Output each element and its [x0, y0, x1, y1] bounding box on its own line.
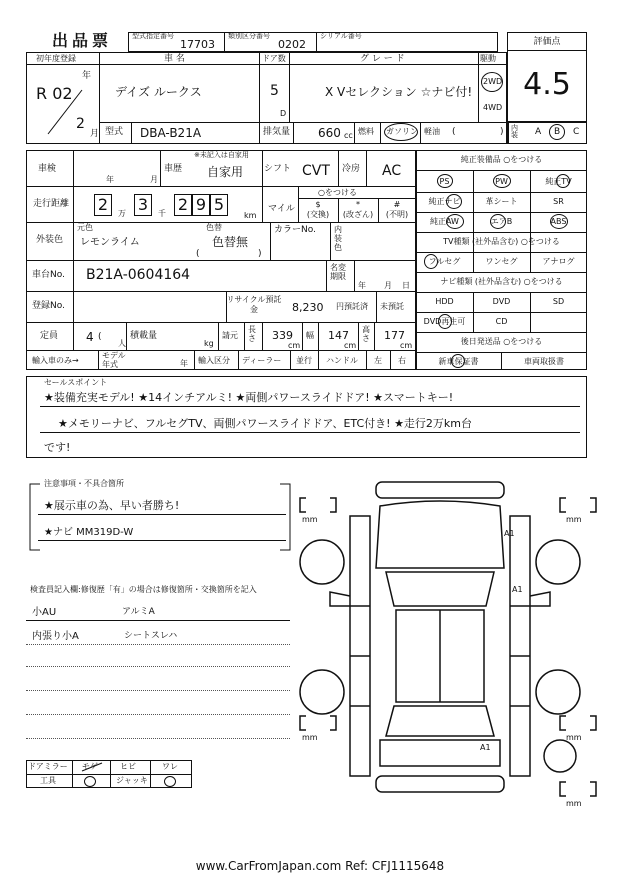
exchange-sub: (交換) — [306, 210, 330, 219]
tampered-label: * — [356, 200, 360, 209]
doors-sub: D — [280, 109, 287, 118]
interior-c: C — [573, 127, 580, 137]
inspection-month-unit: 月 — [150, 175, 158, 184]
height-value: 177 — [384, 329, 405, 342]
displacement-value: 660 — [318, 126, 341, 140]
mileage-digit-2: 3 — [137, 195, 149, 214]
doors-label: ドア数 — [262, 54, 286, 63]
legend-jack: ジャッキ — [116, 776, 148, 785]
category-value: 0202 — [278, 38, 306, 51]
recycle-status: 円預託済 — [336, 302, 368, 311]
notes-label: 注意事項・不具合箇所 — [44, 479, 124, 488]
shift-label: シフト — [264, 164, 292, 174]
year-unit: 年 — [82, 71, 92, 81]
category-label: 類別区分番号 — [228, 32, 270, 40]
damage-a1-rear: A1 — [480, 743, 491, 752]
shift-value: CVT — [302, 163, 330, 179]
first-reg-month: 2 — [76, 116, 85, 132]
history-label: 車歴 — [164, 164, 183, 174]
import-dealer: ディーラー — [242, 356, 282, 365]
mm-label-fl: mm — [302, 515, 318, 524]
chassis-label: 車台No. — [32, 270, 65, 280]
sales-line-1: ★装備充実モデル! ★14インチアルミ! ★両側パワースライドドア! ★スマートキー! — [44, 391, 454, 404]
navi-dvd-play: DVD再生可 — [423, 317, 466, 326]
import-label: 輸入車のみ→ — [32, 356, 79, 365]
original-color: レモンライム — [80, 237, 140, 248]
interior-b: B — [554, 127, 561, 137]
recycle-value: 8,230 — [292, 301, 324, 314]
equipment-title: 純正装備品 ○をつける — [460, 155, 543, 164]
inspector-2b: シートスレハ — [124, 631, 178, 641]
width-value: 147 — [328, 329, 349, 342]
mileage-unit-sen: 千 — [158, 209, 166, 218]
navi-hdd: HDD — [435, 297, 454, 306]
length-value: 339 — [272, 329, 293, 342]
exterior-color-label: 外装色 — [36, 235, 64, 245]
model-type-value: DBA-B21A — [140, 126, 202, 140]
docs-warranty: 新車保証書 — [438, 357, 479, 366]
notes-bracket — [26, 478, 294, 554]
mileage-digit-4: 9 — [195, 195, 207, 214]
import-parallel: 並行 — [296, 356, 312, 365]
inspector-1b: アルミA — [122, 607, 155, 617]
legend-tools: 工具 — [40, 776, 56, 785]
docs-title: 後日発送品 ○をつける — [460, 337, 543, 346]
sales-label: セールスポイント — [44, 378, 108, 387]
legend-mirror: ドアミラー — [28, 762, 68, 771]
height-label: 高さ — [362, 325, 370, 343]
mm-label-spare: mm — [566, 799, 582, 808]
color-change-label: 色替 — [206, 223, 222, 232]
equip-abs: ABS — [550, 217, 567, 226]
color-no-label: カラーNo. — [274, 225, 316, 235]
mile-label: マイル — [268, 204, 295, 214]
model-code-label: 型式指定番号 — [132, 32, 174, 40]
drive-2wd: 2WD — [483, 77, 503, 86]
serial-label: シリアル番号 — [320, 32, 362, 40]
drive-label: 駆動 — [480, 54, 496, 63]
fuel-gas: ガソリン — [386, 127, 418, 136]
legend-break: ワレ — [162, 762, 178, 771]
damage-a1-front-right: A1 — [504, 529, 515, 538]
legend-crack: ヒビ — [120, 762, 136, 771]
equip-navi: 純正ナビ — [428, 197, 461, 206]
capacity-value: 4 — [86, 330, 94, 344]
inspection-label: 車検 — [38, 164, 57, 174]
equip-aw: 純正AW — [430, 217, 459, 226]
equip-airbag: エアB — [490, 217, 513, 226]
legend-jack-mark — [164, 776, 176, 787]
first-reg-label: 初年度登録 — [36, 54, 76, 63]
docs-manual: 車両取扱書 — [524, 357, 564, 366]
legend-tools-mark — [84, 776, 96, 787]
sales-line-3: です! — [44, 441, 71, 454]
rating-value: 4.5 — [523, 67, 571, 102]
name-change-label: 名変期限 — [330, 263, 346, 281]
inspection-year-unit: 年 — [106, 175, 114, 184]
displacement-label: 排気量 — [263, 127, 291, 137]
recycle-unpaid: 未預託 — [380, 302, 404, 311]
notes-line-1: ★展示車の為、早い者勝ち! — [44, 499, 180, 512]
equip-leather: 革シート — [485, 197, 518, 206]
equip-tv: 純正TV — [545, 177, 572, 186]
unknown-sub: (不明) — [385, 210, 409, 219]
interior-label: 内装 — [511, 124, 518, 139]
capacity-label: 定員 — [40, 331, 59, 341]
footer-watermark: www.CarFromJapan.com Ref: CFJ1115648 — [195, 859, 445, 873]
mileage-unit-man: 万 — [118, 209, 126, 218]
import-category-label: 輸入区分 — [198, 356, 230, 365]
doors-value: 5 — [270, 83, 279, 99]
width-label: 幅 — [306, 331, 314, 340]
mm-label-rr: mm — [566, 733, 582, 742]
navi-title: ナビ種類 (社外品含む) ○をつける — [440, 277, 563, 286]
mm-label-rl: mm — [302, 733, 318, 742]
mm-label-fr: mm — [566, 515, 582, 524]
car-name-label: 車 名 — [164, 54, 185, 64]
navi-sd: SD — [552, 297, 565, 306]
inspector-1a: 小AU — [32, 607, 57, 618]
tv-title: TV種類 (社外品含む) ○をつける — [443, 237, 560, 246]
chassis-value: B21A-0604164 — [86, 267, 191, 283]
mileage-label: 走行距離 — [33, 199, 70, 209]
interior-color-label: 内装色 — [334, 225, 342, 252]
sales-line-2: ★メモリーナビ、フルセグTV、両側パワースライドドア、ETC付き! ★走行2万km台 — [58, 417, 473, 430]
model-year-label: モデル年式 — [102, 351, 126, 369]
load-label: 積載量 — [130, 331, 158, 341]
month-unit: 月 — [90, 129, 100, 139]
model-code-value: 17703 — [180, 38, 215, 51]
mileage-unit-km: km — [244, 211, 257, 220]
tv-fullseg: フルセグ — [428, 257, 461, 266]
handle-label: ハンドル — [326, 356, 358, 365]
history-note: ※未記入は自家用 — [194, 151, 249, 159]
original-color-label: 元色 — [77, 223, 93, 232]
sheet-title: 出品票 — [52, 31, 113, 50]
inspector-label: 検査員記入欄:修復歴「有」の場合は修復箇所・交換箇所を記入 — [30, 585, 257, 594]
car-damage-diagram — [290, 476, 600, 806]
length-label: 長さ — [248, 325, 256, 343]
notes-line-2: ★ナビ MM319D-W — [44, 527, 134, 538]
ac-label: 冷房 — [342, 164, 361, 174]
drive-4wd: 4WD — [483, 103, 503, 112]
equip-sr: SR — [553, 197, 564, 206]
equip-pw: PW — [495, 177, 508, 186]
first-reg-year: R 02 — [36, 84, 73, 103]
unknown-label: # — [393, 200, 401, 209]
handle-right: 右 — [398, 356, 406, 365]
recycle-label: リサイクル預託金 — [226, 295, 282, 314]
model-type-label: 型式 — [105, 127, 124, 137]
car-name: デイズ ルークス — [115, 85, 202, 99]
equip-ps: PS — [439, 177, 450, 186]
registration-label: 登録No. — [32, 301, 65, 311]
navi-cd: CD — [495, 317, 508, 326]
mileage-circle-note: ○をつける — [318, 188, 357, 197]
history-value: 自家用 — [207, 165, 244, 179]
handle-left: 左 — [374, 356, 382, 365]
inspector-2a: 内張り小A — [32, 631, 79, 642]
mileage-digit-3: 2 — [177, 195, 189, 214]
rating-label: 評価点 — [533, 37, 561, 47]
fuel-label: 燃料 — [358, 127, 374, 136]
damage-a1-right-side: A1 — [512, 585, 523, 594]
mileage-digit-5: 5 — [213, 195, 225, 214]
tv-analog: アナログ — [542, 257, 575, 266]
color-change: 色替無 — [212, 235, 249, 249]
grade-value: X Vセレクション ☆ナビ付! — [325, 85, 473, 99]
tv-oneseg: ワンセグ — [485, 257, 518, 266]
interior-a: A — [535, 127, 542, 137]
grade-label: グ レ ー ド — [360, 54, 405, 64]
mileage-digit-1: 2 — [97, 195, 109, 214]
displacement-unit: cc — [344, 131, 353, 140]
fuel-light: 軽油 — [424, 127, 440, 136]
exchange-label: $ — [315, 200, 321, 209]
tampered-sub: (改ざん) — [342, 210, 374, 219]
navi-dvd: DVD — [492, 297, 511, 306]
request-label: 請元 — [222, 331, 238, 340]
ac-value: AC — [382, 163, 402, 179]
legend-mote: モゲ — [82, 762, 98, 771]
